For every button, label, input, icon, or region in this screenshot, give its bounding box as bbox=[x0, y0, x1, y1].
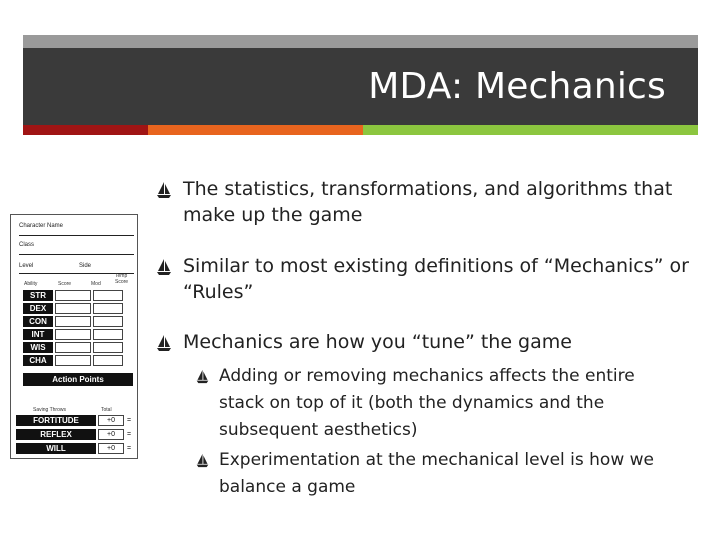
saving-throw-value: +0 bbox=[98, 415, 124, 426]
saving-throw-name: FORTITUDE bbox=[16, 415, 96, 426]
saving-throw-name: REFLEX bbox=[16, 429, 96, 440]
ability-name: WIS bbox=[23, 342, 53, 353]
sailboat-bullet-icon bbox=[155, 258, 173, 276]
bullet-item bbox=[155, 253, 700, 305]
sailboat-bullet-icon bbox=[155, 334, 173, 352]
ability-name: DEX bbox=[23, 303, 53, 314]
class-label: Class bbox=[19, 242, 35, 248]
temp-score-column-header: Temp Score bbox=[115, 273, 129, 285]
bullet-item bbox=[155, 329, 700, 355]
saving-throw-value: +0 bbox=[98, 429, 124, 440]
score-column-header: Score bbox=[58, 281, 72, 287]
ability-name: INT bbox=[23, 329, 53, 340]
sailboat-bullet-icon bbox=[195, 453, 210, 468]
saving-throw-value: +0 bbox=[98, 443, 124, 454]
sub-bullet-item bbox=[195, 363, 685, 444]
saving-throw-equals: = bbox=[127, 417, 132, 424]
saving-throw-equals: = bbox=[127, 431, 132, 438]
action-points-bar: Action Points bbox=[23, 373, 133, 386]
sailboat-bullet-icon bbox=[195, 369, 210, 384]
sailboat-bullet-icon bbox=[155, 181, 173, 199]
total-label: Total bbox=[101, 407, 112, 413]
sub-bullet-text: Adding or removing mechanics affects the entire stack on top of it (both the dynamics and the subsequent aesthetics) bbox=[219, 366, 635, 440]
level-label: Level bbox=[19, 263, 34, 269]
mod-column-header: Mod bbox=[91, 281, 101, 287]
ability-name: STR bbox=[23, 290, 53, 301]
bullet-text: Mechanics are how you “tune” the game bbox=[183, 331, 572, 353]
bullet-text: Similar to most existing definitions of “Mechanics” or “Rules” bbox=[183, 255, 689, 303]
saving-throw-equals: = bbox=[127, 445, 132, 452]
sub-bullet-item bbox=[195, 447, 685, 501]
ability-name: CON bbox=[23, 316, 53, 327]
bullet-text: The statistics, transformations, and algorithms that make up the game bbox=[183, 178, 673, 226]
saving-throw-name: WILL bbox=[16, 443, 96, 454]
ability-column-header: Ability bbox=[24, 281, 38, 287]
saving-throws-label: Saving Throws bbox=[33, 407, 66, 413]
side-label: Side bbox=[79, 263, 92, 269]
slide-title: MDA: Mechanics bbox=[368, 66, 666, 107]
sub-bullet-text: Experimentation at the mechanical level is how we balance a game bbox=[219, 450, 655, 497]
character-name-label: Character Name bbox=[19, 223, 64, 229]
ability-name: CHA bbox=[23, 355, 53, 366]
bullet-item bbox=[155, 176, 700, 228]
